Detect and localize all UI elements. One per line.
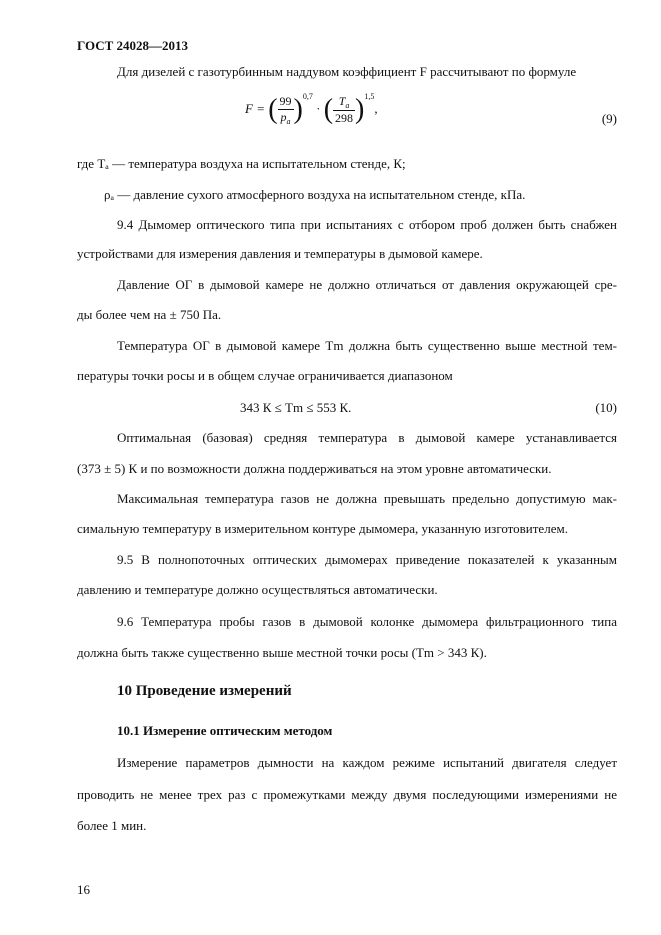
measure-line-2: проводить не менее трех раз с промежутками между двумя последующими измерениями не (77, 787, 617, 802)
den1-sub: a (286, 117, 291, 127)
fraction-2-denominator: 298 (335, 111, 354, 126)
equation-number-9: (9) (601, 111, 617, 126)
num2-sub: a (345, 101, 350, 111)
where-line-1: где Tₐ — температура воздуха на испытательном стенде, К; (77, 156, 406, 171)
paren-close-2: ) (355, 94, 365, 126)
paren-open: ( (268, 94, 278, 126)
fraction-1 (278, 94, 294, 126)
para-9-6-line-1: 9.6 Температура пробы газов в дымовой колонке дымомера фильтрационного типа (117, 614, 617, 629)
den1-base: p (280, 110, 287, 125)
fraction-1-numerator: 99 (279, 94, 292, 109)
para-9-4-line-1: 9.4 Дымомер оптического типа при испытаниях с отбором проб должен быть снабжен (117, 217, 617, 232)
exponent-2: 1,5 (364, 92, 375, 101)
formula-tail: , (374, 101, 378, 116)
num2-base: T (338, 94, 346, 109)
fraction-2-numerator (333, 94, 355, 111)
para-9-5-line-2: давлению и температуре должно осуществляться автоматически. (77, 582, 438, 597)
measure-line-1: Измерение параметров дымности на каждом режиме испытаний двигателя следует (117, 755, 617, 770)
page-number: 16 (77, 882, 90, 897)
exponent-1: 0,7 (302, 92, 313, 101)
formula-9 (245, 92, 378, 126)
optimal-line-1: Оптимальная (базовая) средняя температура в дымовой камере устанавливается (117, 430, 617, 445)
temp-line-1: Температура ОГ в дымовой камере Tm должна быть существенно выше местной тем- (117, 338, 617, 353)
measure-line-3: более 1 мин. (77, 818, 147, 833)
para-9-5-line-1: 9.5 В полнопоточных оптических дымомерах приведение показателей к указанным (117, 552, 617, 567)
section-10-heading: 10 Проведение измерений (117, 683, 292, 699)
paren-close: ) (293, 94, 303, 126)
pressure-line-2: ды более чем на ± 750 Па. (77, 307, 222, 322)
fraction-1-denominator (278, 110, 294, 126)
optimal-line-2: (373 ± 5) К и по возможности должна поддерживаться на этом уровне автоматически. (77, 461, 552, 476)
formula-lhs: F = (245, 101, 265, 116)
multiply-dot: · (316, 101, 321, 116)
maxtemp-line-2: симальную температуру в измерительном контуре дымомера, указанную изготовителем. (77, 521, 568, 536)
para-9-6-line-2: должна быть также существенно выше местной точки росы (Tm > 343 К). (77, 645, 487, 660)
where-line-2: ρₐ — давление сухого атмосферного воздуха на испытательном стенде, кПа. (104, 187, 526, 202)
document-header: ГОСТ 24028—2013 (77, 38, 189, 53)
formula-10: 343 К ≤ Tm ≤ 553 К. (240, 400, 352, 415)
para-9-4-line-2: устройствами для измерения давления и температуры в дымовой камере. (77, 246, 483, 261)
maxtemp-line-1: Максимальная температура газов не должна превышать предельно допустимую мак- (117, 491, 617, 506)
section-10-1-heading: 10.1 Измерение оптическим методом (117, 723, 333, 738)
equation-number-10: (10) (595, 400, 617, 415)
intro-paragraph: Для дизелей с газотурбинным наддувом коэффициент F рассчитывают по формуле (117, 64, 577, 79)
pressure-line-1: Давление ОГ в дымовой камере не должно отличаться от давления окружающей сре- (117, 277, 617, 292)
temp-line-2: пературы точки росы и в общем случае ограничивается диапазоном (77, 368, 453, 383)
fraction-2 (333, 94, 355, 126)
paren-open-2: ( (323, 94, 334, 126)
